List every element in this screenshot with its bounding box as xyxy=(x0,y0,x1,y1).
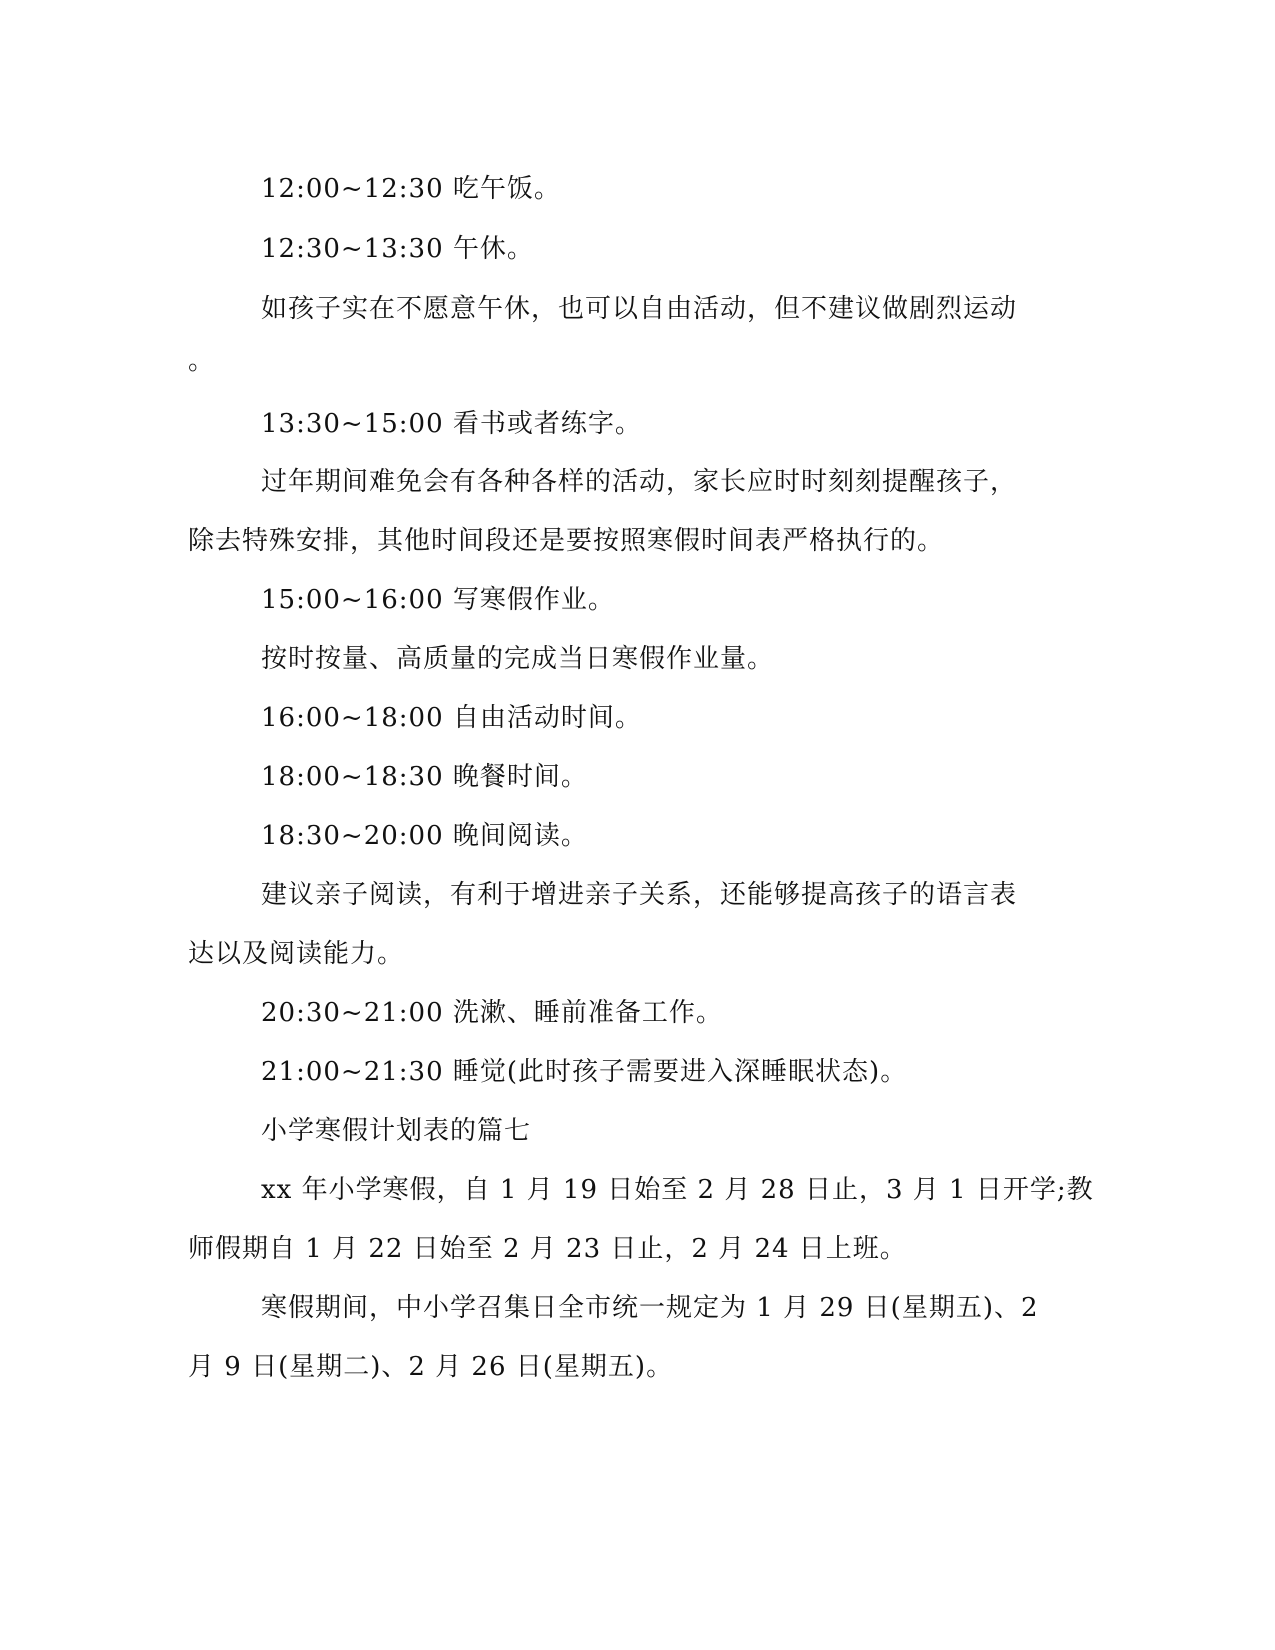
schedule-line-free-time: 16:00~18:00 自由活动时间。 xyxy=(261,703,642,733)
schedule-line-prep: 20:30~21:00 洗漱、睡前准备工作。 xyxy=(261,998,723,1028)
schedule-line-evening-reading: 18:30~20:00 晚间阅读。 xyxy=(261,821,588,851)
paragraph-line: 过年期间难免会有各种各样的活动，家长应时时刻刻提醒孩子， xyxy=(261,467,1018,497)
schedule-line-homework: 15:00~16:00 写寒假作业。 xyxy=(261,585,615,615)
paragraph-line: 除去特殊安排，其他时间段还是要按照寒假时间表严格执行的。 xyxy=(188,526,945,556)
schedule-line-dinner: 18:00~18:30 晚餐时间。 xyxy=(261,762,588,792)
paragraph-line: 寒假期间，中小学召集日全市统一规定为 1 月 29 日(星期五)、2 xyxy=(261,1293,1039,1323)
paragraph-line: 如孩子实在不愿意午休，也可以自由活动，但不建议做剧烈运动 xyxy=(261,294,1018,324)
paragraph-line: 师假期自 1 月 22 日始至 2 月 23 日止，2 月 24 日上班。 xyxy=(188,1234,907,1264)
paragraph-line: 按时按量、高质量的完成当日寒假作业量。 xyxy=(261,644,775,674)
schedule-line-reading: 13:30~15:00 看书或者练字。 xyxy=(261,409,642,439)
schedule-line-nap: 12:30~13:30 午休。 xyxy=(261,234,534,264)
schedule-line-lunch: 12:00~12:30 吃午饭。 xyxy=(261,174,561,204)
section-heading: 小学寒假计划表的篇七 xyxy=(261,1116,532,1146)
paragraph-line: xx 年小学寒假，自 1 月 19 日始至 2 月 28 日止，3 月 1 日开学;教 xyxy=(261,1175,1094,1205)
paragraph-line: 建议亲子阅读，有利于增进亲子关系，还能够提高孩子的语言表 xyxy=(261,880,1018,910)
paragraph-line: 达以及阅读能力。 xyxy=(188,939,405,969)
paragraph-line: 。 xyxy=(188,346,216,376)
schedule-line-sleep: 21:00~21:30 睡觉(此时孩子需要进入深睡眠状态)。 xyxy=(261,1057,908,1087)
paragraph-line: 月 9 日(星期二)、2 月 26 日(星期五)。 xyxy=(188,1352,674,1382)
